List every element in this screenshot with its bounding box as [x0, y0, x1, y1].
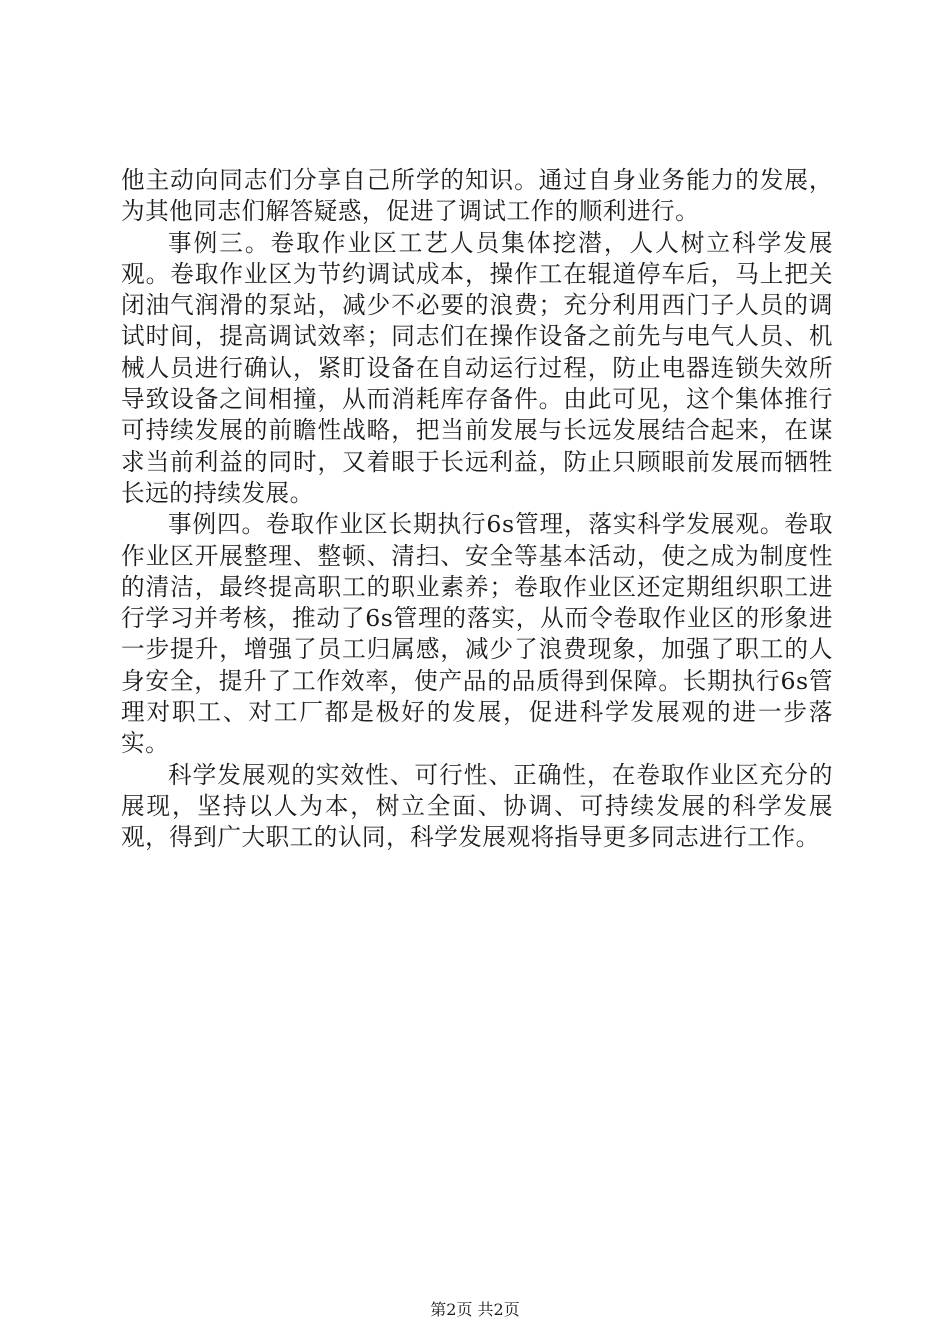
paragraph-continuation: 他主动向同志们分享自己所学的知识。通过自身业务能力的发展，为其他同志们解答疑惑，促进了调试工作的顺利进行。 — [121, 166, 833, 226]
document-body — [121, 165, 833, 854]
paragraph-example-three: 事例三。卷取作业区工艺人员集体挖潜，人人树立科学发展观。卷取作业区为节约调试成本，操作工在辊道停车后，马上把关闭油气润滑的泵站，减少不必要的浪费；充分利用西门子人员的调试时间，提高调试效率；同志们在操作设备之前先与电气人员、机械人员进行确认，紧盯设备在自动运行过程，防止电器连锁失效所导致设备之间相撞，从而消耗库存备件。由此可见，这个集体推行可持续发展的前瞻性战略，把当前发展与长远发展结合起来，在谋求当前利益的同时，又着眼于长远利益，防止只顾眼前发展而牺牲长远的持续发展。 — [121, 228, 833, 507]
paragraph-conclusion: 科学发展观的实效性、可行性、正确性，在卷取作业区充分的展现，坚持以人为本，树立全面、协调、可持续发展的科学发展观，得到广大职工的认同，科学发展观将指导更多同志进行工作。 — [121, 760, 833, 852]
paragraph-example-four: 事例四。卷取作业区长期执行6s管理，落实科学发展观。卷取作业区开展整理、整顿、清扫、安全等基本活动，使之成为制度性的清洁，最终提高职工的职业素养；卷取作业区还定期组织职工进行学习并考核，推动了6s管理的落实，从而令卷取作业区的形象进一步提升，增强了员工归属感，减少了浪费现象，加强了职工的人身安全，提升了工作效率，使产品的品质得到保障。长期执行6s管理对职工、对工厂都是极好的发展，促进科学发展观的进一步落实。 — [121, 510, 833, 758]
page-number-footer: 第2页 共2页 — [430, 1300, 520, 1319]
